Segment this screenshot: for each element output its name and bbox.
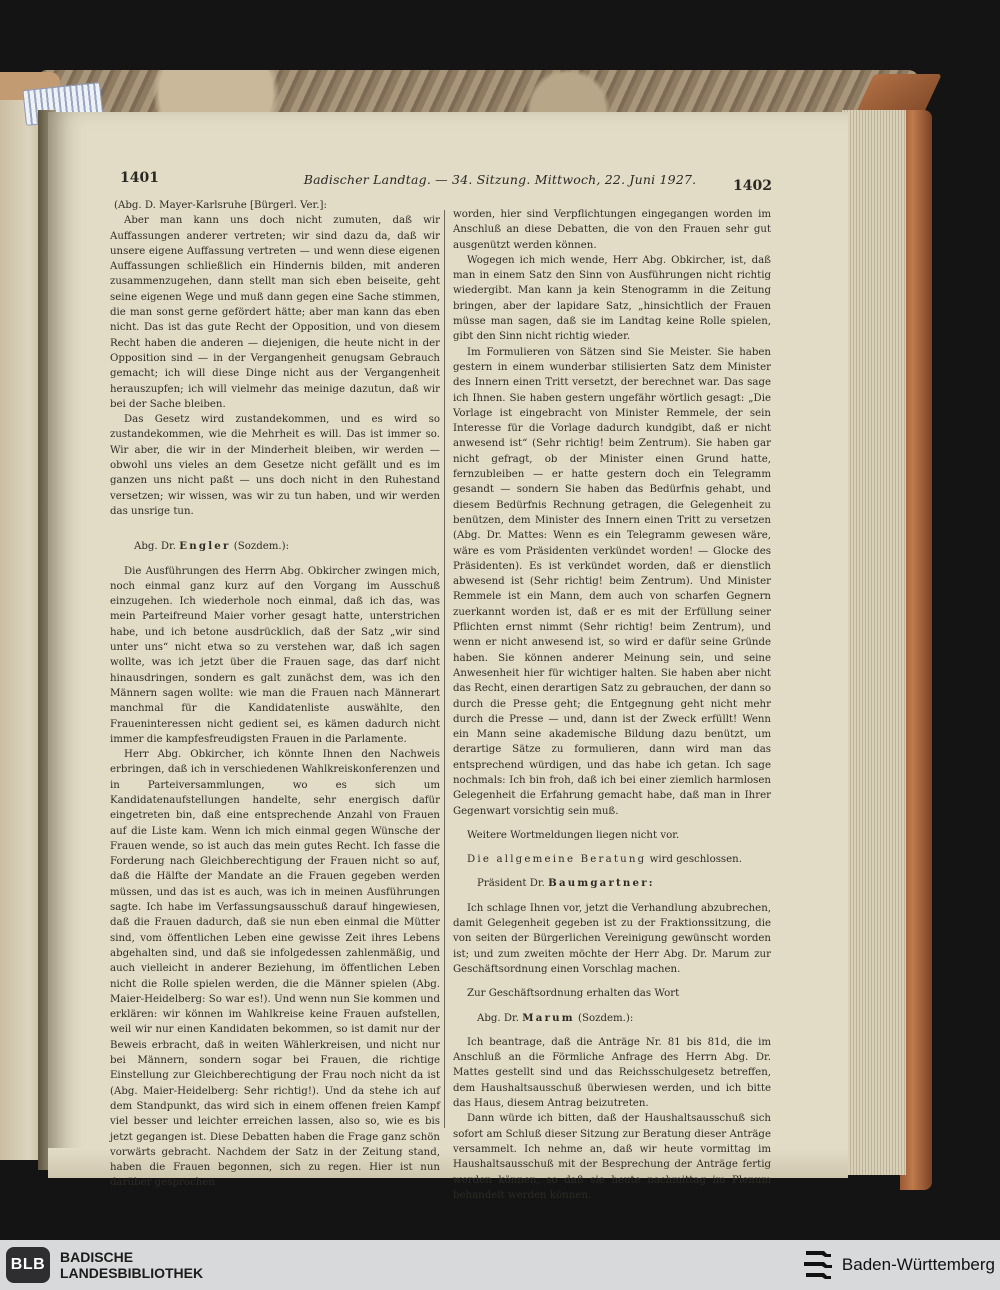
speaker-party: (Sozdem.): [577, 1012, 634, 1024]
speaker-prefix: Präsident Dr. [477, 878, 545, 890]
speaker-name: Marum [522, 1011, 575, 1024]
right-column [453, 207, 771, 1203]
paragraph: Ich beantrage, daß die Anträge Nr. 81 bis 81d, die im Anschluß an die Förmliche Anfrage des Herrn Abg. Dr. Mattes gestellt sind und das Reichsschulgesetz betreffen, dem Haushaltsausschuß überwiesen werden, und ich bitte das Haus, diesem Antrag beizutreten. [453, 1036, 771, 1110]
speaker-name: Baumgartner: [548, 877, 655, 890]
speaker-line: (Abg. D. Mayer-Karlsruhe [Bürgerl. Ver.]: [114, 200, 327, 211]
blb-logo[interactable]: BLB [6, 1247, 50, 1283]
paragraph: Das Gesetz wird zustandekommen, und es wird so zustandekommen, wie die Mehrheit es will. Das ist immer so. Wir aber, die wir in der Minderheit bleiben, wir werden — obwohl uns vieles an dem Gesetze nicht gefällt und es im ganzen uns nicht paßt — uns doch nicht in den Ruhestand versetzen; wir wissen, was wir zu tun haben, und wir werden das unsrige tun. [110, 414, 440, 517]
paragraph: Im Formulieren von Sätzen sind Sie Meister. Sie haben gestern in einem wunderbar stilisierten Satz dem Minister des Innern einen Tritt versetzt, der berechnet war. Das sage ich Ihnen. Sie haben gestern ungefähr wörtlich gesagt: „Die Vorlage ist eingebracht von Minister Remmele, der sein Interesse für die Vorlage dadurch kundgibt, daß er nicht anwesend ist“ (Sehr richtig! beim Zentrum). Sie haben gar nicht gefragt, ob der Minister einen Grund hatte, fernzubleiben — er hatte gestern doch ein Telegramm gesandt — sondern Sie haben das Bedürfnis gehabt, und diesem Bedürfnis Rechnung getragen, die Gelegenheit zu benützen, dem Minister des Innern einen Tritt zu versetzen (Abg. Dr. Mattes: Wenn es ein Telegramm gewesen wäre, wäre es vom Präsidenten verkündet worden! — Glocke des Präsidenten). Es ist verkündet worden, daß er dienstlich abwesend ist (Sehr richtig! beim Zentrum). Und Minister Remmele ist ein Mann, dem auch von scharfen Gegnern zuerkannt worden ist, daß er es mit der Erfüllung seiner Pflichten ernst nimmt (Sehr richtig! beim Zentrum), und wenn er nicht anwesend ist, so wird er dafür seine Gründe haben. Sie können anderer Meinung sein, und seine Anwesenheit hier für wichtiger halten. Sie haben aber nicht das Recht, einen derartigen Satz zu gebrauchen, der dann so durch die Presse geht; die Entgegnung geht nicht mehr durch die Presse — und, dann ist der Zweck erfüllt! Wenn ein Mann seine akademische Bildung dazu benützt, um derartige Sätze zu formulieren, dann wird man das entsprechend würdigen, und das habe ich getan. Ich sage nochmals: Ich bin froh, daß ich bei einer ziemlich harmlosen Gelegenheit die Erfahrung gemacht habe, daß man in Ihrer Gegenwart vorsichtig sein muß. [453, 346, 771, 817]
library-name[interactable] [60, 1249, 203, 1281]
paragraph: Zur Geschäftsordnung erhalten das Wort [467, 988, 680, 1000]
page-number-left: 1401 [120, 170, 159, 186]
speaker-prefix: Abg. Dr. [477, 1012, 520, 1024]
running-header: Badischer Landtag. — 34. Sitzung. Mittwoch, 22. Juni 1927. [303, 172, 697, 187]
state-name: Baden-Württemberg [841, 1255, 995, 1274]
baden-wuerttemberg-logo[interactable] [802, 1248, 995, 1282]
paragraph: worden, hier sind Verpflichtungen eingegangen worden im Anschluß an diese Debatten, die von den Frauen sehr gut ausgenützt werden können. [453, 209, 771, 251]
paragraph: Aber man kann uns doch nicht zumuten, daß wir Auffassungen anderer vertreten; wir sind dazu da, daß wir unsere eigene Auffassung vertreten — und wenn diese eigenen Auffassungen schließlich ein Hindernis bilden, mit anderen zusammenzugehen, dann stellt man sich eben beiseite, geht seine eigenen Wege und muß dann gegen eine Sache stimmen, die man sonst gerne gefördert hätte; aber man kann das eben nicht. Das ist das gute Recht der Opposition, und von diesem Recht haben die anderen — diejenigen, die heute nicht in der Opposition sind — in der Vergangenheit genugsam Gebrauch gemacht; ich will diese Dinge nicht aus der Vergangenheit herauszupfen; ich will vielmehr das meinige dazutun, daß wir bei der Sache bleiben. [110, 215, 440, 410]
three-lions-icon [802, 1248, 834, 1282]
text: wird geschlossen. [649, 854, 742, 866]
paragraph: Die Ausführungen des Herrn Abg. Obkircher zwingen mich, noch einmal ganz kurz auf den Vorgang im Ausschuß einzugehen. Ich wiederhole noch einmal, daß ich das, was mein Parteifreund Maier vorher gesagt hatte, unterstrichen habe, und ich betone ausdrücklich, daß der Satz „wir sind unter uns“ nicht etwa so zu verstehen war, daß ich sagen wollte, was ich jetzt über die Frauen sage, das darf nicht hinausdringen, sondern es galt zunächst dem, was ich den Männern sagen wollte: wie man die Frauen nach Männerart manchmal für die Kandidatenliste auswählte, den Fraueninteressen nicht gedient sei, es kämen dadurch nicht immer die kampfesfreudigsten Frauen in die Parlamente. [110, 565, 440, 745]
footer-bar [0, 1240, 1000, 1290]
speaker-heading [110, 539, 440, 554]
speaker-name: Engler [179, 540, 231, 553]
speaker-party: (Sozdem.): [233, 541, 290, 553]
paragraph: Wogegen ich mich wende, Herr Abg. Obkircher, ist, daß man in einem Satz den Sinn von Ausführungen nicht richtig wiedergibt. Man kann ja kein Stenogramm in die Zeitung bringen, aber der lapidare Satz, „hinsichtlich der Frauen müsse man sagen, daß sie im Landtag keine Rolle spielen, gibt den Sinn nicht richtig wieder. [453, 254, 771, 343]
paragraph: Weitere Wortmeldungen liegen nicht vor. [467, 829, 680, 841]
paragraph: Dann würde ich bitten, daß der Haushaltsausschuß sich sofort am Schluß dieser Sitzung zur Beratung dieser Anträge versammelt. Ich nehme an, daß wir heute vormittag im Haushaltsausschuß mit der Besprechung der Anträge fertig werden können, so daß sie heute nachmittag im Plenum behandelt werden können. [453, 1113, 771, 1201]
paragraph: Ich schlage Ihnen vor, jetzt die Verhandlung abzubrechen, damit Gelegenheit gegeben ist zu der Fraktionssitzung, die von seiten der Bürgerlichen Vereinigung gewünscht worden ist; und zum zweiten möchte der Herr Abg. Dr. Marum zur Geschäftsordnung einen Vorschlag machen. [453, 902, 771, 975]
speaker-heading [453, 876, 771, 891]
left-column [110, 198, 440, 1191]
speaker-heading [453, 1011, 771, 1026]
library-name-line-1: BADISCHE [60, 1249, 134, 1265]
page-number-right: 1402 [733, 178, 772, 194]
page-edges [842, 110, 906, 1175]
paragraph [453, 852, 771, 867]
paragraph: Herr Abg. Obkircher, ich könnte Ihnen den Nachweis erbringen, daß ich in verschiedenen Wahlkreiskonferenzen und in Parteiversammlungen, wo es sich um Kandidatenaufstellungen handelte, sehr energisch dafür eingetreten bin, daß eine entsprechende Anzahl von Frauen auf die Liste kam. Wenn ich mich einmal gegen Wünsche der Frauen wende, so ist auch das mein gutes Recht. Ich fasse die Forderung nach Gleichberechtigung der Frauen nicht so auf, daß die Hälfte der Mandate an die Frauen gegeben werden müssen, und das ist es auch, was ich in meinen Ausführungen sagte. Ich habe im Verfassungsausschuß darauf hingewiesen, daß die Frauen dadurch, daß sie nun eben einmal die Mütter sind, vom öffentlichen Leben eine gewisse Zeit ihres Lebens abgehalten sind, und daß sie infolgedessen zahlenmäßig, und auch vielleicht in anderer Beziehung, im öffentlichen Leben nicht die Rolle spielen werden, die die Männer spielen (Abg. Maier-Heidelberg: So war es!). Und wenn nun Sie kommen und erklären: wir können im Wahlkreise keine Frauen aufstellen, weil wir nur einen Kandidaten bekommen, so ist damit nur der Beweis erbracht, daß in weiten Wählerkreisen, und nicht nur bei Männern, sondern sogar bei Frauen, die richtige Einstellung zur Gleichberechtigung der Frau noch nicht da ist (Abg. Maier-Heidelberg: Sehr richtig!). Und da stehe ich auf dem Standpunkt, das wird sich in einem offenen freien Kampf viel besser und leichter erreichen lassen, also so, wie es bis jetzt gegangen ist. Diese Debatten haben die Frage ganz schön vorwärts gebracht. Nachdem der Satz in der Zeitung stand, haben die Frauen begonnen, sich zu regen. Hier ist nun darüber gesprochen [110, 749, 440, 1189]
column-rule [444, 210, 445, 1128]
speaker-prefix: Abg. Dr. [134, 541, 177, 553]
spaced-text: Die allgemeine Beratung [467, 854, 647, 866]
library-name-line-2: LANDESBIBLIOTHEK [60, 1265, 204, 1281]
